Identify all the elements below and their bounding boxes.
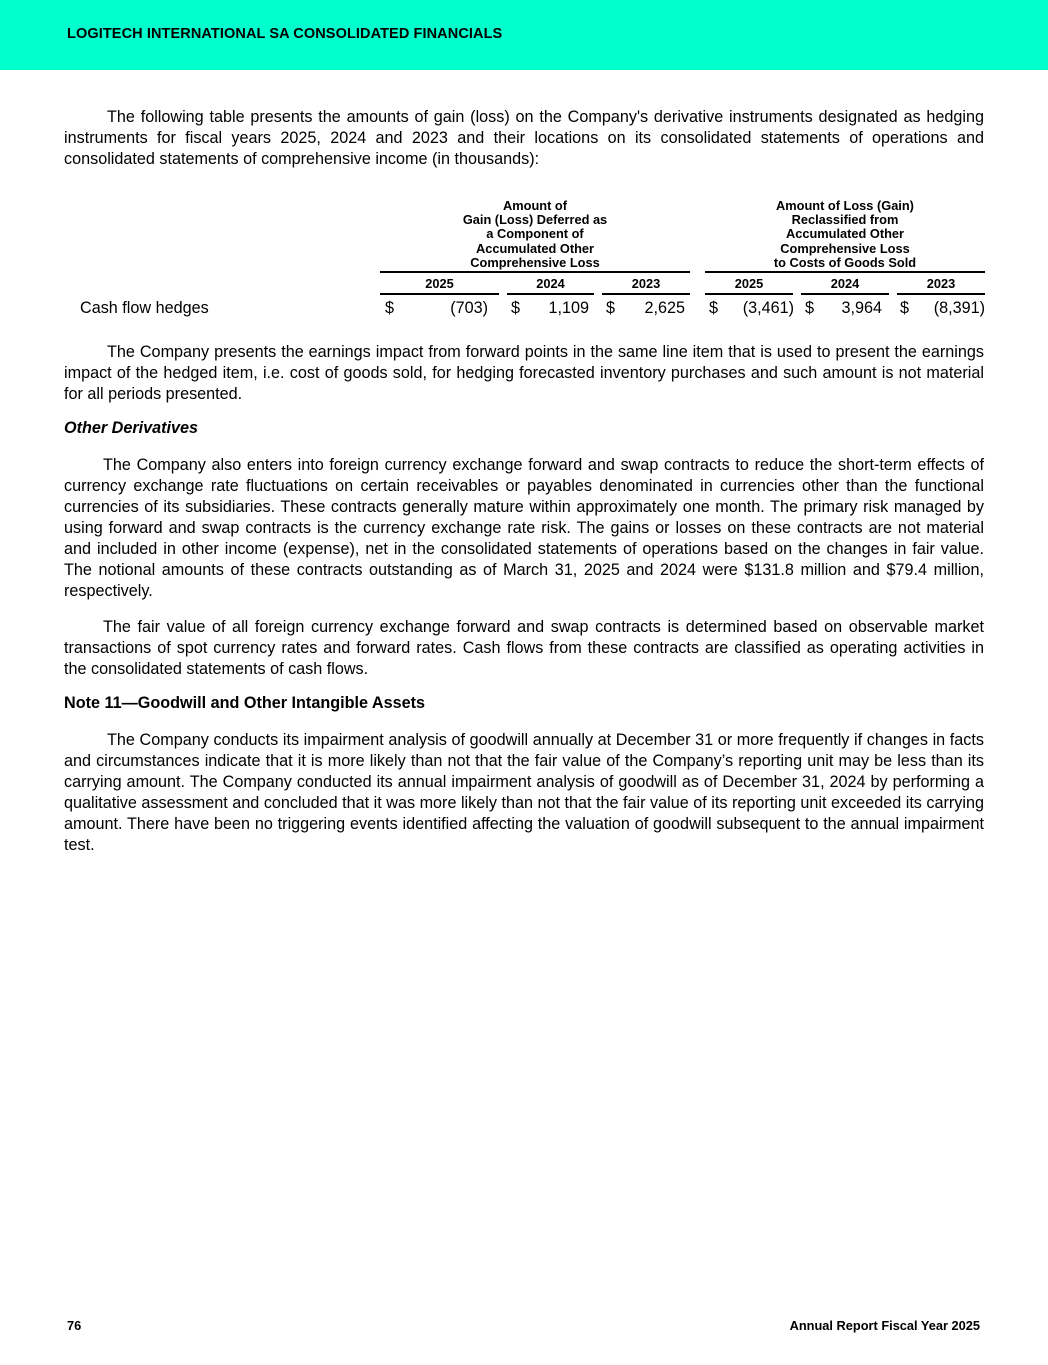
group2-rule	[705, 271, 985, 273]
year-header: 2023	[926, 276, 956, 291]
note-11-heading: Note 11—Goodwill and Other Intangible Assets	[64, 694, 425, 712]
page-number: 76	[67, 1318, 82, 1333]
table-group-header-deferred	[380, 199, 690, 270]
year-header: 2025	[425, 276, 454, 291]
group2-line: Amount of Loss (Gain)	[776, 198, 914, 213]
header-bar	[0, 0, 1048, 70]
goodwill-paragraph: The Company conducts its impairment analysis of goodwill annually at December 31 or more frequently if changes in facts and circumstances indicate that it is more likely than not that the fair value of the Company’s reporting unit may be less than its carrying amount. The Company conducted its annual impairment analysis of goodwill as of December 31, 2024 by performing a qualitative assessment and concluded that it was more likely than not that the fair value of its reporting unit exceeded its carrying amount. There have been no triggering events identified affecting the valuation of goodwill subsequent to the annual impairment test.	[64, 731, 984, 854]
table-row-label: Cash flow hedges	[80, 299, 209, 317]
year-header: 2023	[631, 276, 661, 291]
group2-line: Comprehensive Loss	[780, 240, 910, 256]
value-2024-deferred: 1,109	[548, 299, 589, 317]
group2-line: to Costs of Goods Sold	[773, 254, 917, 270]
other-derivatives-heading: Other Derivatives	[64, 419, 199, 437]
currency-symbol: $	[606, 299, 616, 317]
value-2025-deferred: (703)	[450, 299, 488, 317]
year-rule	[507, 293, 594, 295]
report-title: Annual Report Fiscal Year 2025	[789, 1318, 980, 1333]
value-2025-reclassified: (3,461)	[742, 299, 794, 317]
group1-line: Comprehensive Loss	[470, 254, 600, 270]
currency-symbol: $	[511, 299, 521, 317]
group2-line: Reclassified from	[791, 212, 899, 228]
document-header-title: LOGITECH INTERNATIONAL SA CONSOLIDATED FINANCIALS	[67, 26, 503, 42]
year-rule	[801, 293, 889, 295]
other-derivatives-paragraph-2: The fair value of all foreign currency exchange forward and swap contracts is determined based on observable market transactions of spot currency rates and forward rates. Cash flows from these contracts are classified as operating activities in the consolidated statements of cash flows.	[64, 618, 984, 678]
other-derivatives-paragraph-1: The Company also enters into foreign currency exchange forward and swap contracts to reduce the short-term effects of currency exchange rate fluctuations on certain receivables or payables denominated in currencies other than the functional currencies of its subsidiaries. These contracts generally mature within approximately one month. The primary risk managed by using forward and swap contracts is the currency exchange rate risk. The gains or losses on these contracts are not material and included in other income (expense), net in the consolidated statements of operations based on the changes in fair value. The notional amounts of these contracts outstanding as of March 31, 2025 and 2024 were $131.8 million and $79.4 million, respectively.	[64, 456, 984, 600]
forward-points-paragraph: The Company presents the earnings impact from forward points in the same line item that is used to present the earnings impact of the hedged item, i.e. cost of goods sold, for hedging forecasted inventory purchases and such amount is not material for all periods presented.	[64, 343, 984, 403]
value-2023-reclassified: (8,391)	[933, 299, 985, 317]
group1-line: a Component of	[486, 226, 584, 242]
group1-line: Amount of	[503, 198, 567, 213]
year-rule	[602, 293, 690, 295]
currency-symbol: $	[805, 299, 815, 317]
year-rule	[897, 293, 985, 295]
currency-symbol: $	[709, 299, 719, 317]
currency-symbol: $	[900, 299, 910, 317]
group1-rule	[380, 271, 690, 273]
year-header: 2024	[536, 276, 565, 291]
year-header: 2024	[830, 276, 860, 291]
group1-line: Accumulated Other	[475, 240, 595, 256]
group2-line: Accumulated Other	[785, 226, 905, 242]
year-rule	[705, 293, 793, 295]
group1-line: Gain (Loss) Deferred as	[462, 212, 608, 228]
year-header: 2025	[734, 276, 764, 291]
intro-paragraph: The following table presents the amounts of gain (loss) on the Company's derivative instruments designated as hedging instruments for fiscal years 2025, 2024 and 2023 and their locations on its consolidated statements of operations and consolidated statements of comprehensive income (in thousands):	[64, 108, 984, 168]
table-group-header-reclassified	[705, 199, 985, 270]
currency-symbol: $	[385, 299, 395, 317]
year-rule	[380, 293, 499, 295]
value-2023-deferred: 2,625	[644, 299, 685, 317]
value-2024-reclassified: 3,964	[841, 299, 882, 317]
